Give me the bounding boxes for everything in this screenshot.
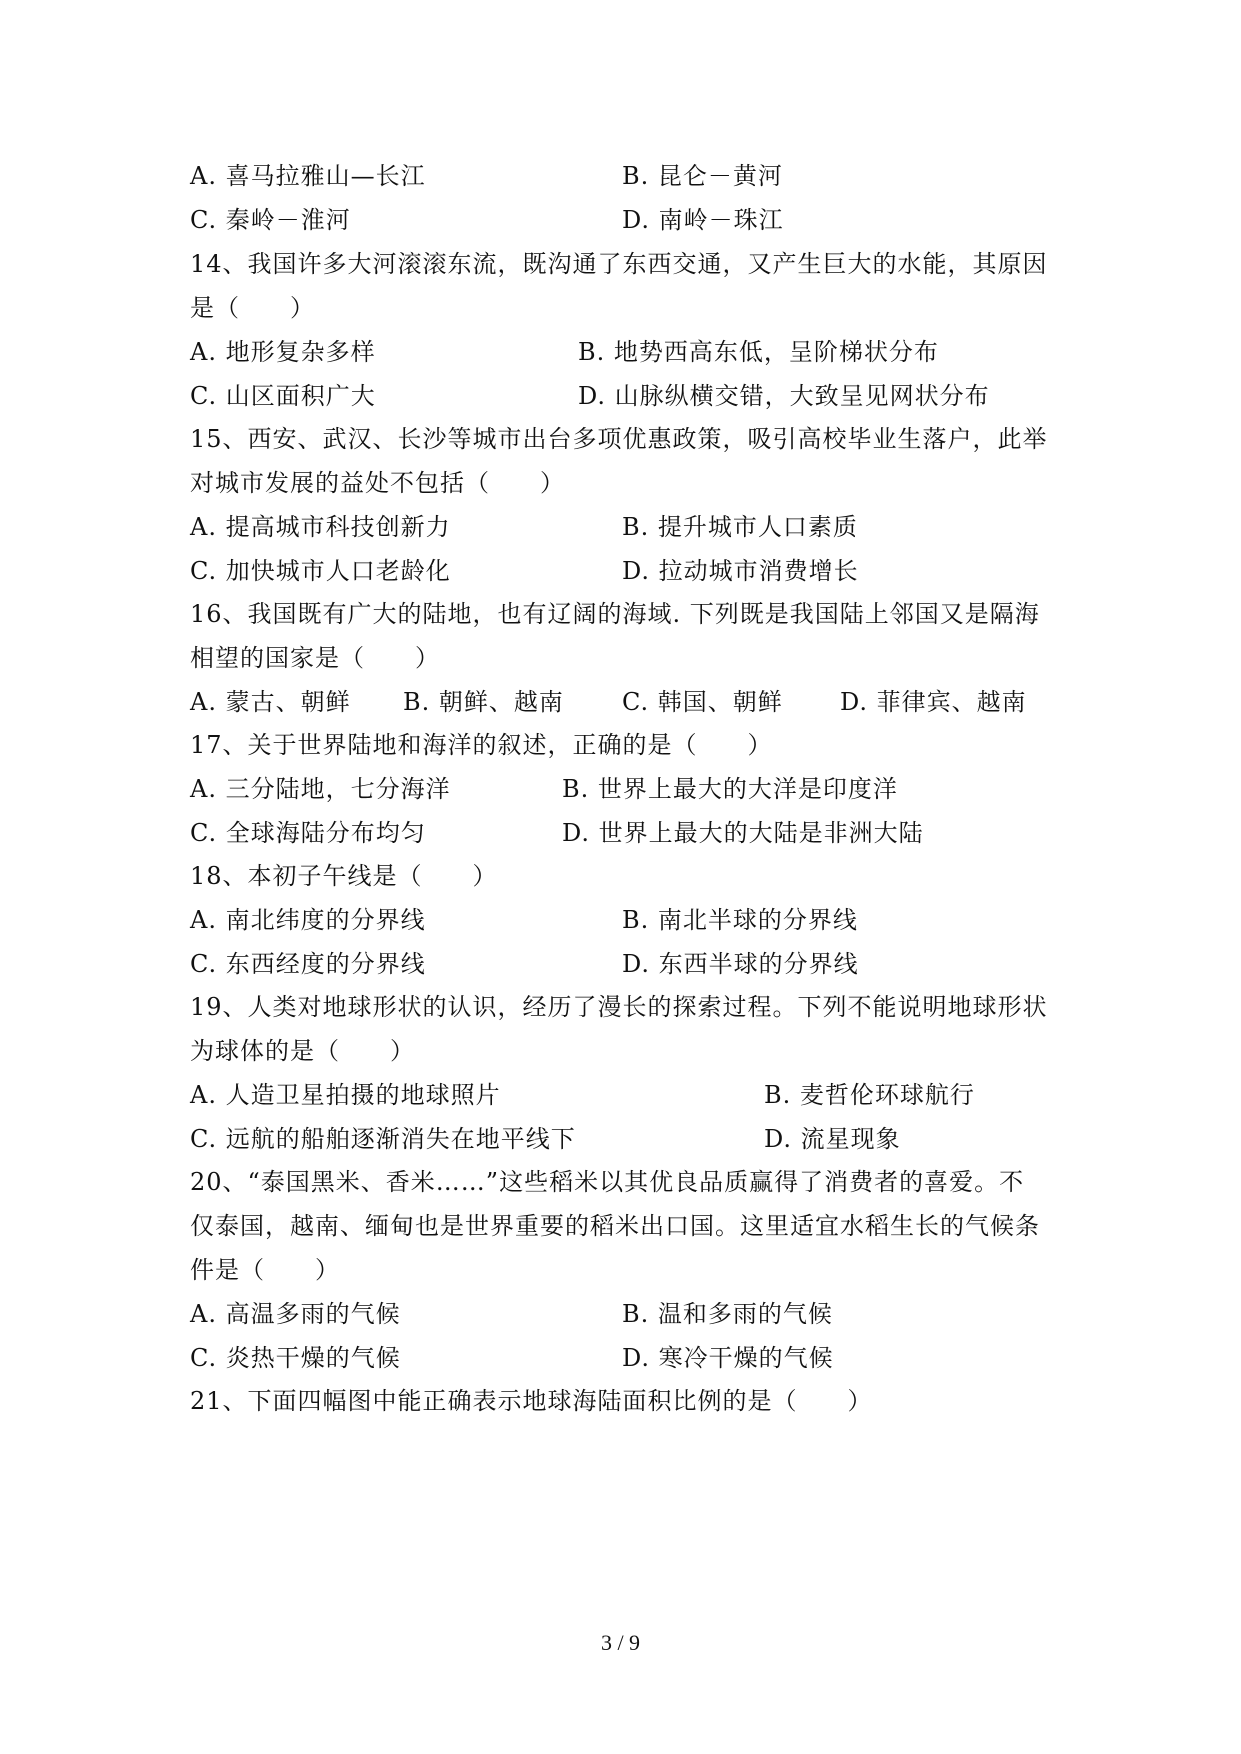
q19-options-row-2 xyxy=(190,1119,1050,1159)
q14-stem-line-1: 14、我国许多大河滚滚东流，既沟通了东西交通，又产生巨大的水能，其原因 xyxy=(190,250,1048,278)
q20-option-b: B. 温和多雨的气候 xyxy=(622,1300,833,1328)
page-number: 3 / 9 xyxy=(600,1630,641,1655)
q19-option-c: C. 远航的船舶逐渐消失在地平线下 xyxy=(190,1125,576,1153)
q17-option-d: D. 世界上最大的大陆是非洲大陆 xyxy=(562,819,924,847)
q16-stem-line-1: 16、我国既有广大的陆地，也有辽阔的海域. 下列既是我国陆上邻国又是隔海 xyxy=(190,600,1040,628)
q14-option-d: D. 山脉纵横交错，大致呈见网状分布 xyxy=(578,382,990,410)
q17-option-b: B. 世界上最大的大洋是印度洋 xyxy=(562,775,898,803)
q20-options-row-2 xyxy=(190,1338,1050,1378)
q13-option-d: D. 南岭－珠江 xyxy=(622,206,784,234)
q18-option-c: C. 东西经度的分界线 xyxy=(190,950,426,978)
q18-options-row-1 xyxy=(190,900,1050,940)
q15-option-a: A. 提高城市科技创新力 xyxy=(190,513,451,541)
q13-option-a: A. 喜马拉雅山—长江 xyxy=(190,162,426,190)
q13-options-row-2 xyxy=(190,200,1050,240)
q21-stem-line-1: 21、下面四幅图中能正确表示地球海陆面积比例的是（ ） xyxy=(190,1387,873,1415)
q14-options-row-1 xyxy=(190,332,1050,372)
q15-options-row-1 xyxy=(190,507,1050,547)
q18-option-b: B. 南北半球的分界线 xyxy=(622,906,858,934)
q16-stem-line-2: 相望的国家是（ ） xyxy=(190,644,440,672)
q19-option-a: A. 人造卫星拍摄的地球照片 xyxy=(190,1081,501,1109)
q16-option-d: D. 菲律宾、越南 xyxy=(840,688,1027,716)
q15-option-c: C. 加快城市人口老龄化 xyxy=(190,557,451,585)
q14-options-row-2 xyxy=(190,376,1050,416)
q20-option-d: D. 寒冷干燥的气候 xyxy=(622,1344,834,1372)
q17-stem-line-1: 17、关于世界陆地和海洋的叙述，正确的是（ ） xyxy=(190,731,773,759)
q17-options-row-2 xyxy=(190,813,1050,853)
q13-options-row-1 xyxy=(190,156,1050,196)
q16-options-row xyxy=(190,682,1050,722)
q19-stem-line-2: 为球体的是（ ） xyxy=(190,1037,415,1065)
q16-option-a: A. 蒙古、朝鲜 xyxy=(190,688,351,716)
q18-options-row-2 xyxy=(190,944,1050,984)
q15-stem-line-2: 对城市发展的益处不包括（ ） xyxy=(190,469,565,497)
q20-option-c: C. 炎热干燥的气候 xyxy=(190,1344,401,1372)
q19-stem-line-1: 19、人类对地球形状的认识，经历了漫长的探索过程。下列不能说明地球形状 xyxy=(190,993,1048,1021)
q17-options-row-1 xyxy=(190,769,1050,809)
q13-option-c: C. 秦岭－淮河 xyxy=(190,206,351,234)
q17-option-c: C. 全球海陆分布均匀 xyxy=(190,819,426,847)
q14-option-b: B. 地势西高东低，呈阶梯状分布 xyxy=(578,338,939,366)
q18-option-d: D. 东西半球的分界线 xyxy=(622,950,859,978)
q20-stem-line-3: 件是（ ） xyxy=(190,1256,340,1284)
q15-option-d: D. 拉动城市消费增长 xyxy=(622,557,859,585)
q19-option-d: D. 流星现象 xyxy=(764,1125,901,1153)
q19-option-b: B. 麦哲伦环球航行 xyxy=(764,1081,975,1109)
q19-options-row-1 xyxy=(190,1075,1050,1115)
q20-option-a: A. 高温多雨的气候 xyxy=(190,1300,401,1328)
q15-options-row-2 xyxy=(190,551,1050,591)
q17-option-a: A. 三分陆地，七分海洋 xyxy=(190,775,451,803)
q20-stem-line-2: 仅泰国，越南、缅甸也是世界重要的稻米出口国。这里适宜水稻生长的气候条 xyxy=(190,1212,1040,1240)
q13-option-b: B. 昆仑－黄河 xyxy=(622,162,783,190)
q20-options-row-1 xyxy=(190,1294,1050,1334)
q15-stem-line-1: 15、西安、武汉、长沙等城市出台多项优惠政策，吸引高校毕业生落户，此举 xyxy=(190,425,1048,453)
q16-option-c: C. 韩国、朝鲜 xyxy=(622,688,783,716)
q20-stem-line-1: 20、“泰国黑米、香米……”这些稻米以其优良品质赢得了消费者的喜爱。不 xyxy=(190,1168,1025,1196)
q18-option-a: A. 南北纬度的分界线 xyxy=(190,906,426,934)
q14-option-a: A. 地形复杂多样 xyxy=(190,338,376,366)
q18-stem-line-1: 18、本初子午线是（ ） xyxy=(190,862,498,890)
q15-option-b: B. 提升城市人口素质 xyxy=(622,513,858,541)
q14-stem-line-2: 是（ ） xyxy=(190,294,315,322)
q14-option-c: C. 山区面积广大 xyxy=(190,382,376,410)
q16-option-b: B. 朝鲜、越南 xyxy=(403,688,564,716)
